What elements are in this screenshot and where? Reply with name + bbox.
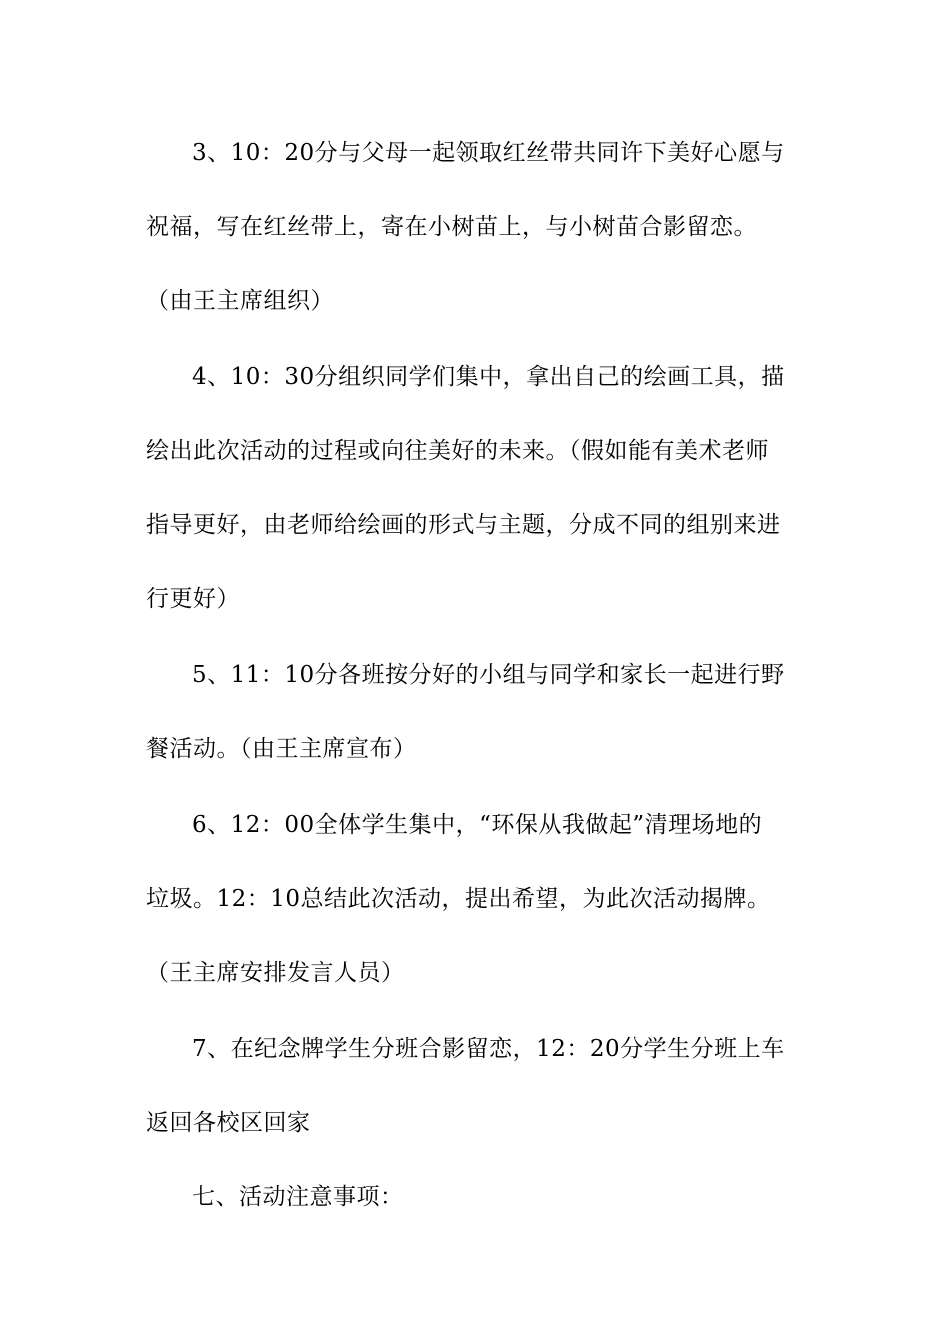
paragraph-4-line-2: 绘出此次活动的过程或向往美好的未来。（假如能有美术老师 [146, 438, 769, 464]
paragraph-7-line-1: 7、在纪念牌学生分班合影留恋，12：20分学生分班上车 [192, 1036, 785, 1062]
paragraph-6-line-1: 6、12：00全体学生集中，“环保从我做起”清理场地的 [192, 812, 763, 838]
paragraph-7-line-2: 返回各校区回家 [146, 1110, 311, 1136]
paragraph-4-line-4: 行更好） [146, 586, 240, 612]
paragraph-3-line-1: 3、10：20分与父母一起领取红丝带共同许下美好心愿与 [192, 140, 785, 166]
section-heading-precautions: 七、活动注意事项： [192, 1184, 404, 1210]
paragraph-3-line-3: （由王主席组织） [146, 288, 334, 314]
paragraph-5-line-1: 5、11：10分各班按分好的小组与同学和家长一起进行野 [192, 662, 785, 688]
paragraph-4-line-1: 4、10：30分组织同学们集中，拿出自己的绘画工具，描 [192, 364, 785, 390]
paragraph-3-line-2: 祝福，写在红丝带上，寄在小树苗上，与小树苗合影留恋。 [146, 214, 757, 240]
paragraph-6-line-2: 垃圾。12：10总结此次活动，提出希望，为此次活动揭牌。 [146, 886, 771, 912]
paragraph-4-line-3: 指导更好，由老师给绘画的形式与主题，分成不同的组别来进 [146, 512, 781, 538]
paragraph-5-line-2: 餐活动。（由王主席宣布） [146, 736, 417, 762]
paragraph-6-line-3: （王主席安排发言人员） [146, 960, 405, 986]
